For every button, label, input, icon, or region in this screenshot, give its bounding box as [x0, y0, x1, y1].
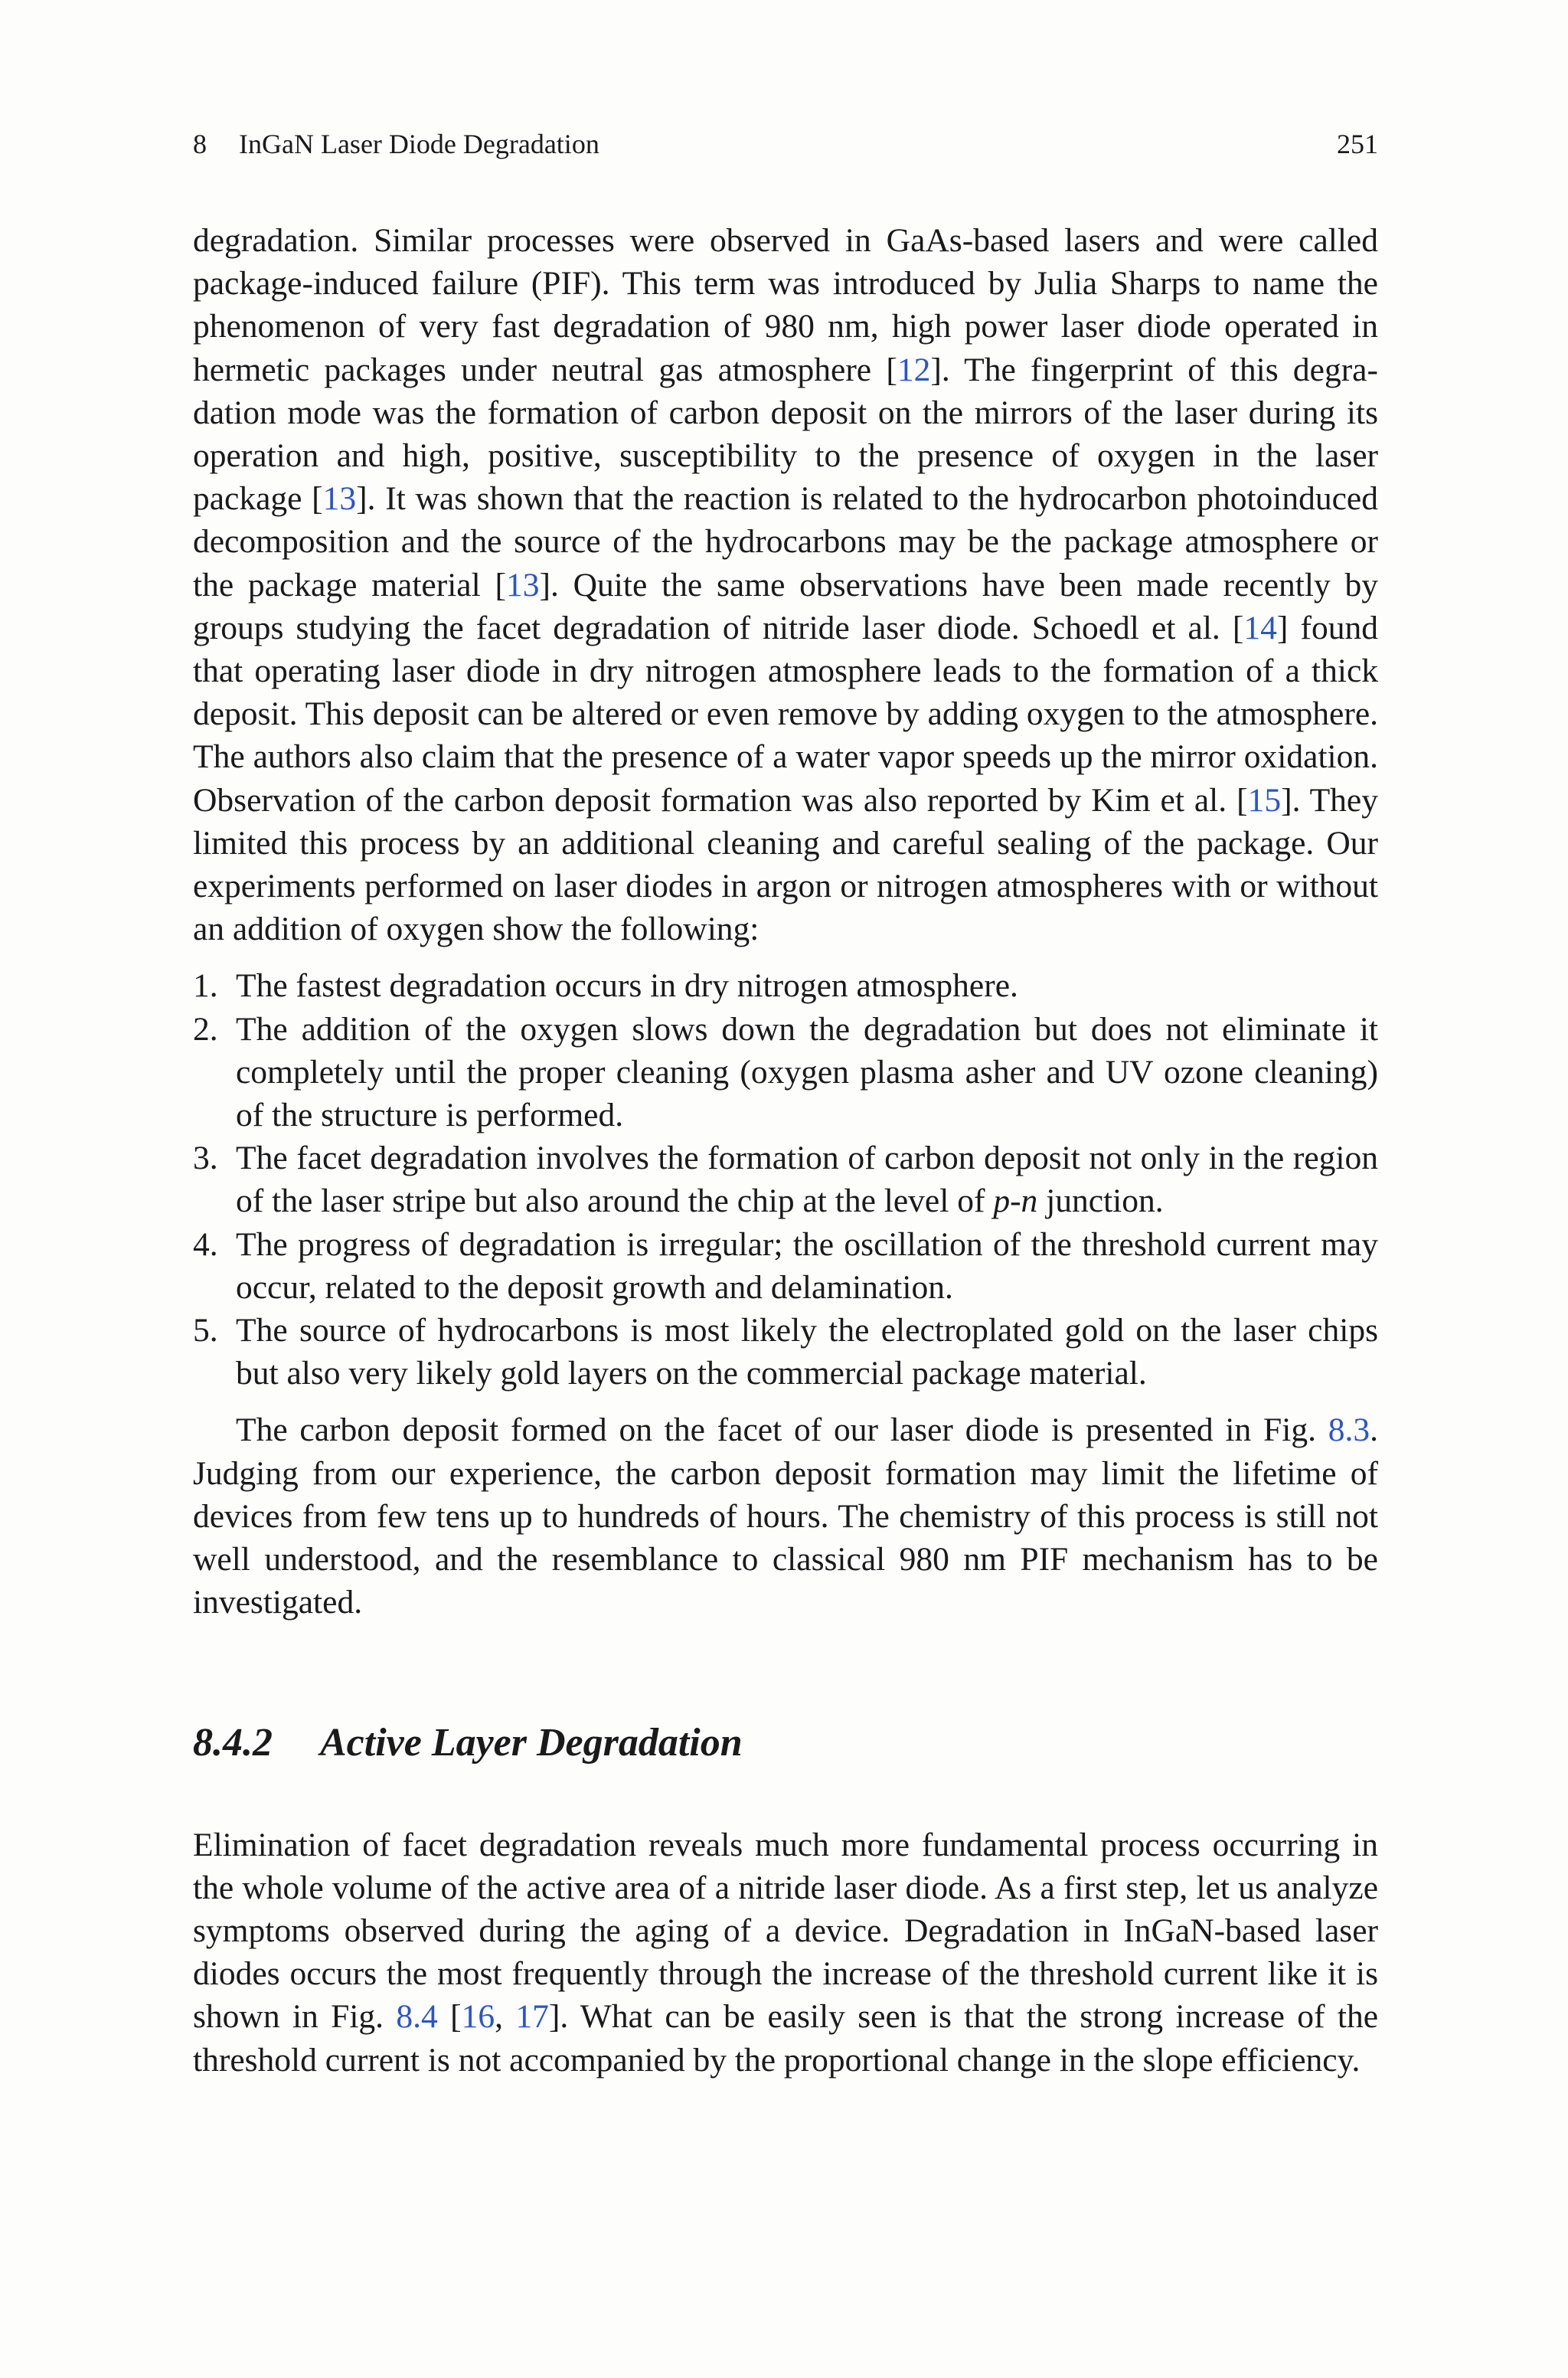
list-number: 1. — [193, 967, 218, 1005]
section-heading — [193, 1716, 1378, 1770]
paragraph-active-layer — [193, 1824, 1378, 2082]
paragraph-pif — [193, 219, 1378, 950]
text-run: [ — [437, 1998, 462, 2036]
list-text: The progress of degradation is irregular; the oscillation of the threshold current may occur, related to the deposit growth and delamination. — [236, 1225, 1378, 1306]
text-run: The carbon deposit formed on the facet of our laser diode is presented in Fig. — [236, 1411, 1328, 1449]
text-run: Elimination of facet degradation reveals much more fundamental process occurring in the whole volume of the active area of a nitride laser diode. As a first step, let us analyze symptoms observed during the aging of a device. Degradation in InGaN-based laser diodes occurs the most frequently through the increase of the threshold current like it is shown in Fig. — [193, 1826, 1378, 2036]
list-text: The addition of the oxygen slows down the degradation but does not eliminate it completely until the proper cleaning (oxygen plasma asher and UV ozone cleaning) of the structure is performed. — [236, 1010, 1378, 1134]
text-run: degradation. Similar processes were observed in GaAs-based lasers and were called package-induced failure (PIF). This term was introduced by Julia Sharps to name the phenomenon of very fast degradation of 980 nm, high power laser diode operated in hermetic packages under neutral gas atmosphere [ — [193, 222, 1378, 388]
citation-link[interactable]: 13 — [322, 480, 357, 518]
chapter-number: 8 — [193, 129, 207, 159]
list-number: 5. — [193, 1312, 218, 1349]
citation-link[interactable]: 16 — [461, 1998, 495, 2036]
text-run: ]. The fingerprint of this degradation mode was the formation of carbon deposit on the mirrors of the laser during its operation and high, positive, susceptibility to the presence of oxygen in the laser package [ — [193, 351, 1378, 518]
observations-list — [193, 964, 1378, 1395]
page — [193, 123, 1378, 2082]
text-run: ] found that operating laser diode in dry nitrogen atmosphere leads to the formation of a thick deposit. This deposit can be altered or even remove by adding oxygen to the atmosphere. The authors also claim that the presence of a water vapor speeds up the mirror oxidation. Observation of the carbon deposit formation was also reported by Kim et al. [ — [193, 609, 1378, 819]
list-item — [193, 1137, 1378, 1222]
list-number: 3. — [193, 1140, 218, 1177]
figure-link[interactable]: 8.3 — [1328, 1411, 1370, 1449]
citation-link[interactable]: 17 — [515, 1998, 549, 2036]
list-item — [193, 1223, 1378, 1309]
list-item — [193, 964, 1378, 1007]
list-item — [193, 1008, 1378, 1137]
list-text: The source of hydrocarbons is most likely the electroplated gold on the laser chips but also very likely gold layers on the commercial package material. — [236, 1312, 1378, 1392]
running-head — [193, 123, 1378, 165]
paragraph-carbon-deposit — [193, 1408, 1378, 1624]
list-item — [193, 1309, 1378, 1395]
text-run: ]. What can be easily seen is that the strong increase of the threshold current is not accompanied by the proportional change in the slope efficiency. — [193, 1998, 1378, 2079]
list-text: The fastest degradation occurs in dry nitrogen atmosphere. — [236, 967, 1018, 1005]
list-number: 2. — [193, 1010, 218, 1048]
citation-link[interactable]: 14 — [1243, 609, 1277, 646]
list-text: junction. — [1037, 1182, 1164, 1220]
page-number: 251 — [1337, 129, 1378, 159]
text-run: , — [495, 1998, 516, 2036]
text-run: . Judging from our experience, the carbon deposit formation may limit the lifetime of devices from few tens up to hundreds of hours. The chemistry of this process is still not well understood, and the resemblance to classical 980 nm PIF mechanism has to be investigated. — [193, 1411, 1378, 1621]
text-run: ]. Quite the same observations have been made recently by groups studying the facet degradation of nitride laser diode. Schoedl et al. [ — [193, 566, 1378, 646]
section-number: 8.4.2 — [193, 1720, 273, 1765]
citation-link[interactable]: 15 — [1247, 781, 1282, 819]
chapter-title: InGaN Laser Diode Degradation — [239, 129, 599, 159]
list-number: 4. — [193, 1225, 218, 1263]
citation-link[interactable]: 12 — [897, 351, 931, 388]
section-title: Active Layer Degradation — [320, 1720, 743, 1765]
text-run: ]. It was shown that the reaction is related to the hydrocarbon photoinduced decomposition and the source of the hydrocarbons may be the package atmosphere or the package material [ — [193, 480, 1378, 603]
figure-link[interactable]: 8.4 — [396, 1998, 438, 2036]
list-text: The facet degradation involves the formation of carbon deposit not only in the region of the laser stripe but also around the chip at the level of — [236, 1140, 1378, 1220]
citation-link[interactable]: 13 — [505, 566, 540, 603]
list-text-italic: p-n — [993, 1182, 1038, 1220]
text-run: ]. They limited this process by an additional cleaning and careful sealing of the package. Our experiments performed on laser diodes in argon or nitrogen atmospheres with or without an addition of oxygen show the following: — [193, 781, 1378, 948]
